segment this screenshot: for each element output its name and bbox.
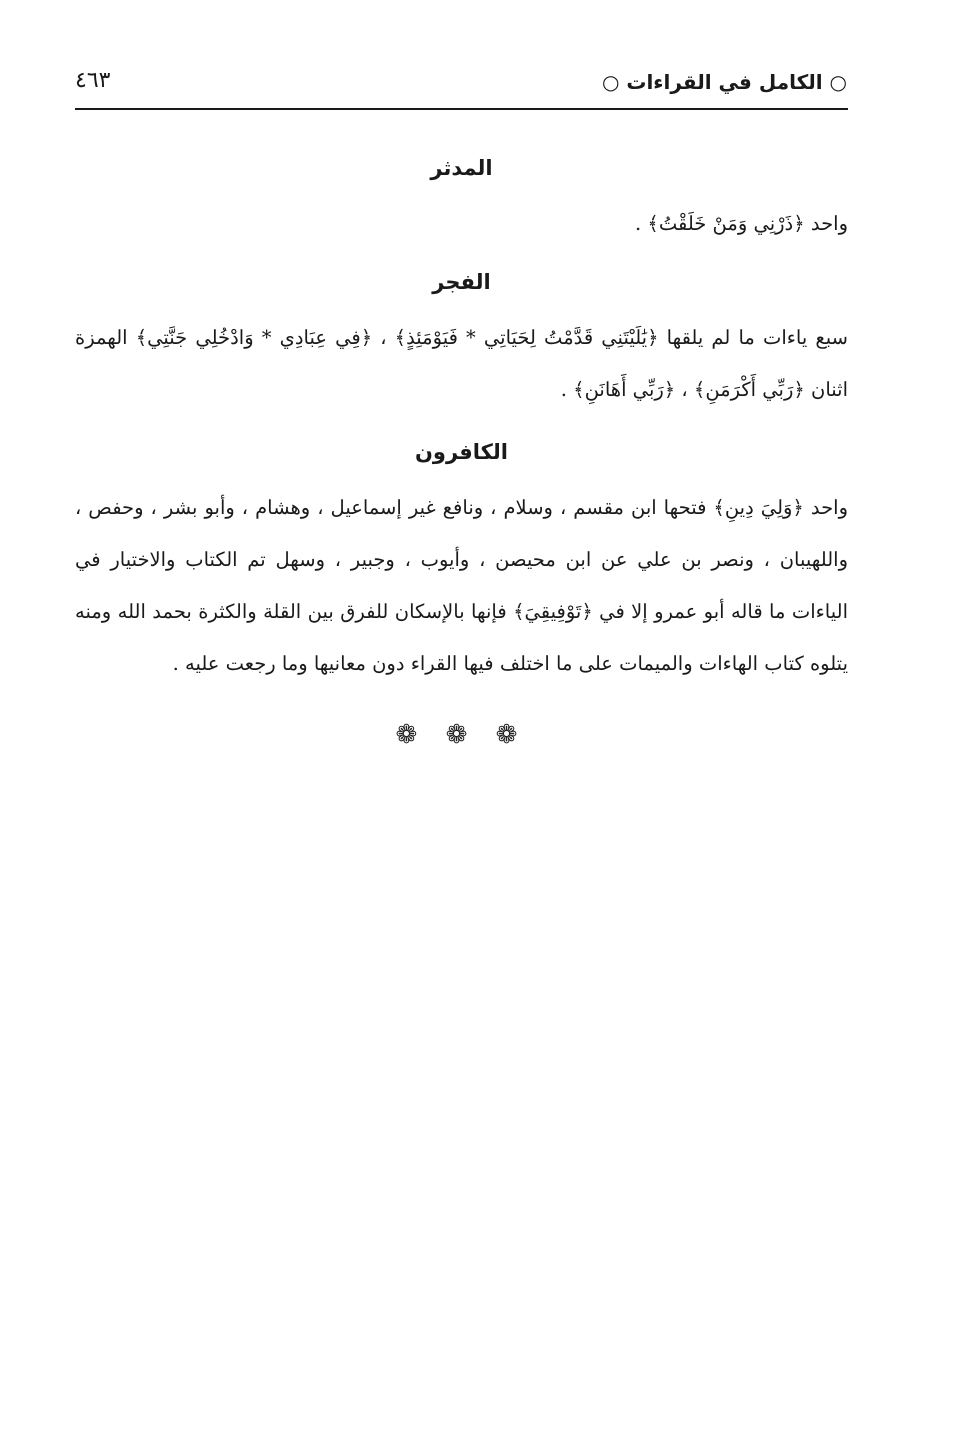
section-title: الكافرون (415, 440, 508, 464)
section-al-kafirun (75, 434, 848, 690)
running-title: ○ الكامل في القراءات ○ (601, 70, 847, 94)
section-al-muddaththir (75, 150, 848, 250)
section-al-fajr (75, 264, 848, 416)
section-paragraph: واحد ﴿ذَرْنِي وَمَنْ خَلَقْتُ﴾ . (635, 212, 848, 235)
page-header (75, 62, 847, 106)
section-paragraph: سبع ياءات ما لم يلقها ﴿يَٰلَيْتَنِي قَدَّمْتُ لِحَيَاتِي * فَيَوْمَئِذٍ﴾ ، ﴿فِي عِبَادِي * وَادْخُلِي جَنَّتِي﴾ الهمزة اثنان ﴿رَبِّي أَكْرَمَنِ﴾ ، ﴿رَبِّي أَهَانَنِ﴾ . (75, 326, 848, 401)
page-body (75, 150, 848, 750)
section-paragraph: واحد ﴿وَلِيَ دِينِ﴾ فتحها ابن مقسم ، وسلام ، ونافع غير إسماعيل ، وهشام ، وأبو بشر ، وحفص ، واللهيبان ، ونصر بن علي عن ابن محيصن ، وأيوب ، وجبير ، وسهل تم الكتاب والاختيار في الياءات ما قاله أبو عمرو إلا في ﴿تَوْفِيقِيَ﴾ فإنها بالإسكان للفرق بين القلة والكثرة بحمد الله ومنه يتلوه كتاب الهاءات والميمات على ما اختلف فيها القراء دون معانيها وما رجعت عليه . (75, 496, 848, 675)
section-title: المدثر (430, 156, 493, 180)
end-ornament-icon: ❁ ❁ ❁ (395, 720, 528, 750)
section-title: الفجر (432, 270, 491, 294)
page-number: ٤٦٣ (75, 68, 111, 93)
header-rule (75, 108, 848, 110)
